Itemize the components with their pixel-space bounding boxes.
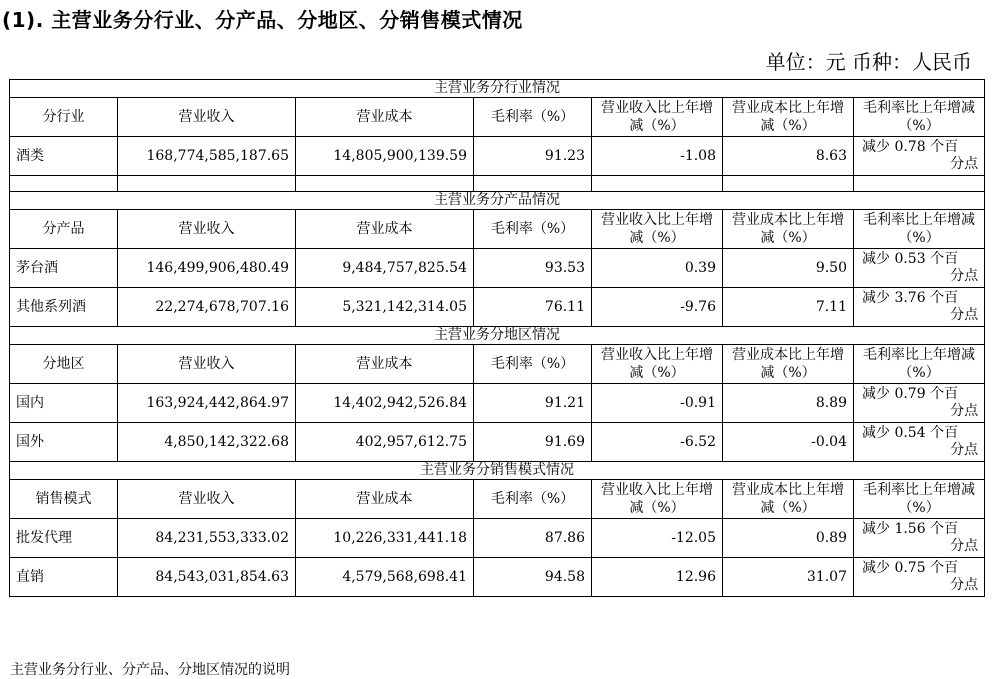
blank-cell <box>474 176 592 192</box>
revenue-change-cell: 0.39 <box>592 249 723 288</box>
cost-change-cell: 8.89 <box>723 384 854 423</box>
margin-change-cell <box>854 288 985 327</box>
cost-change-cell: 9.50 <box>723 249 854 288</box>
margin-change-line-2: 分点 <box>950 156 979 172</box>
header-row <box>10 210 985 249</box>
section-title-row <box>10 80 985 98</box>
header-cost-change: 营业成本比上年增减（%） <box>723 210 854 249</box>
header-dimension: 分产品 <box>10 210 118 249</box>
revenue-cell: 168,774,585,187.65 <box>118 137 296 176</box>
revenue-cell: 84,543,031,854.63 <box>118 558 296 597</box>
margin-change-line-2: 分点 <box>950 268 979 284</box>
blank-cell <box>10 176 118 192</box>
margin-cell: 76.11 <box>474 288 592 327</box>
revenue-cell: 146,499,906,480.49 <box>118 249 296 288</box>
row-name: 直销 <box>10 558 118 597</box>
section-title-row <box>10 327 985 345</box>
margin-change-cell <box>854 519 985 558</box>
header-revenue-change: 营业收入比上年增减（%） <box>592 345 723 384</box>
header-revenue: 营业收入 <box>118 98 296 137</box>
cost-cell: 10,226,331,441.18 <box>296 519 474 558</box>
revenue-cell: 4,850,142,322.68 <box>118 423 296 462</box>
margin-change-line-2: 分点 <box>950 538 979 554</box>
header-margin-change: 毛利率比上年增减（%） <box>854 98 985 137</box>
header-revenue-change: 营业收入比上年增减（%） <box>592 480 723 519</box>
row-name: 批发代理 <box>10 519 118 558</box>
margin-change-line-2: 分点 <box>950 442 979 458</box>
cost-cell: 402,957,612.75 <box>296 423 474 462</box>
margin-cell: 94.58 <box>474 558 592 597</box>
margin-change-cell <box>854 137 985 176</box>
table-row <box>10 137 985 176</box>
header-cost: 营业成本 <box>296 480 474 519</box>
margin-change-line-1: 减少 0.53 个百 <box>862 251 959 267</box>
header-cost-change: 营业成本比上年增减（%） <box>723 98 854 137</box>
table-row <box>10 288 985 327</box>
header-margin: 毛利率（%） <box>474 480 592 519</box>
cost-cell: 9,484,757,825.54 <box>296 249 474 288</box>
cost-change-cell: 31.07 <box>723 558 854 597</box>
header-row <box>10 98 985 137</box>
margin-change-line-1: 减少 0.75 个百 <box>862 560 959 576</box>
header-dimension: 销售模式 <box>10 480 118 519</box>
table-row <box>10 519 985 558</box>
cost-cell: 14,805,900,139.59 <box>296 137 474 176</box>
revenue-change-cell: -6.52 <box>592 423 723 462</box>
header-cost-change: 营业成本比上年增减（%） <box>723 345 854 384</box>
blank-row <box>10 176 985 192</box>
header-dimension: 分行业 <box>10 98 118 137</box>
header-cost: 营业成本 <box>296 345 474 384</box>
row-name: 国外 <box>10 423 118 462</box>
table-row <box>10 384 985 423</box>
revenue-cell: 22,274,678,707.16 <box>118 288 296 327</box>
header-dimension: 分地区 <box>10 345 118 384</box>
main-business-table <box>9 79 985 597</box>
revenue-change-cell: -1.08 <box>592 137 723 176</box>
revenue-cell: 163,924,442,864.97 <box>118 384 296 423</box>
section-title: 主营业务分销售模式情况 <box>10 462 985 480</box>
cost-change-cell: 7.11 <box>723 288 854 327</box>
header-revenue: 营业收入 <box>118 210 296 249</box>
header-margin: 毛利率（%） <box>474 345 592 384</box>
margin-cell: 91.21 <box>474 384 592 423</box>
revenue-change-cell: -12.05 <box>592 519 723 558</box>
margin-change-cell <box>854 384 985 423</box>
cost-cell: 14,402,942,526.84 <box>296 384 474 423</box>
margin-cell: 91.23 <box>474 137 592 176</box>
header-revenue: 营业收入 <box>118 480 296 519</box>
section-title-row <box>10 192 985 210</box>
margin-cell: 87.86 <box>474 519 592 558</box>
header-cost: 营业成本 <box>296 210 474 249</box>
row-name: 酒类 <box>10 137 118 176</box>
blank-cell <box>854 176 985 192</box>
cost-change-cell: 8.63 <box>723 137 854 176</box>
revenue-change-cell: -9.76 <box>592 288 723 327</box>
page-heading: (1). 主营业务分行业、分产品、分地区、分销售模式情况 <box>2 8 523 32</box>
header-revenue-change: 营业收入比上年增减（%） <box>592 210 723 249</box>
margin-cell: 91.69 <box>474 423 592 462</box>
unit-currency-line: 单位：元 币种：人民币 <box>765 50 972 74</box>
header-margin-change: 毛利率比上年增减（%） <box>854 210 985 249</box>
header-row <box>10 480 985 519</box>
margin-change-cell <box>854 423 985 462</box>
row-name: 茅台酒 <box>10 249 118 288</box>
footer-note: 主营业务分行业、分产品、分地区情况的说明 <box>10 662 290 678</box>
table-row <box>10 558 985 597</box>
blank-cell <box>118 176 296 192</box>
cost-change-cell: -0.04 <box>723 423 854 462</box>
revenue-cell: 84,231,553,333.02 <box>118 519 296 558</box>
margin-change-cell <box>854 249 985 288</box>
header-revenue: 营业收入 <box>118 345 296 384</box>
margin-change-line-2: 分点 <box>950 403 979 419</box>
margin-cell: 93.53 <box>474 249 592 288</box>
margin-change-line-1: 减少 0.79 个百 <box>862 386 959 402</box>
cost-cell: 4,579,568,698.41 <box>296 558 474 597</box>
header-margin: 毛利率（%） <box>474 210 592 249</box>
margin-change-line-1: 减少 0.78 个百 <box>862 139 959 155</box>
revenue-change-cell: 12.96 <box>592 558 723 597</box>
blank-cell <box>592 176 723 192</box>
header-margin-change: 毛利率比上年增减（%） <box>854 480 985 519</box>
section-title-row <box>10 462 985 480</box>
blank-cell <box>296 176 474 192</box>
cost-cell: 5,321,142,314.05 <box>296 288 474 327</box>
margin-change-line-1: 减少 3.76 个百 <box>862 290 959 306</box>
margin-change-line-1: 减少 0.54 个百 <box>862 425 959 441</box>
section-title: 主营业务分行业情况 <box>10 80 985 98</box>
table-row <box>10 423 985 462</box>
margin-change-line-2: 分点 <box>950 577 979 593</box>
cost-change-cell: 0.89 <box>723 519 854 558</box>
margin-change-line-1: 减少 1.56 个百 <box>862 521 959 537</box>
section-title: 主营业务分地区情况 <box>10 327 985 345</box>
margin-change-line-2: 分点 <box>950 307 979 323</box>
revenue-change-cell: -0.91 <box>592 384 723 423</box>
row-name: 国内 <box>10 384 118 423</box>
header-margin-change: 毛利率比上年增减（%） <box>854 345 985 384</box>
header-margin: 毛利率（%） <box>474 98 592 137</box>
table-row <box>10 249 985 288</box>
header-revenue-change: 营业收入比上年增减（%） <box>592 98 723 137</box>
header-row <box>10 345 985 384</box>
header-cost-change: 营业成本比上年增减（%） <box>723 480 854 519</box>
row-name: 其他系列酒 <box>10 288 118 327</box>
margin-change-cell <box>854 558 985 597</box>
blank-cell <box>723 176 854 192</box>
section-title: 主营业务分产品情况 <box>10 192 985 210</box>
header-cost: 营业成本 <box>296 98 474 137</box>
